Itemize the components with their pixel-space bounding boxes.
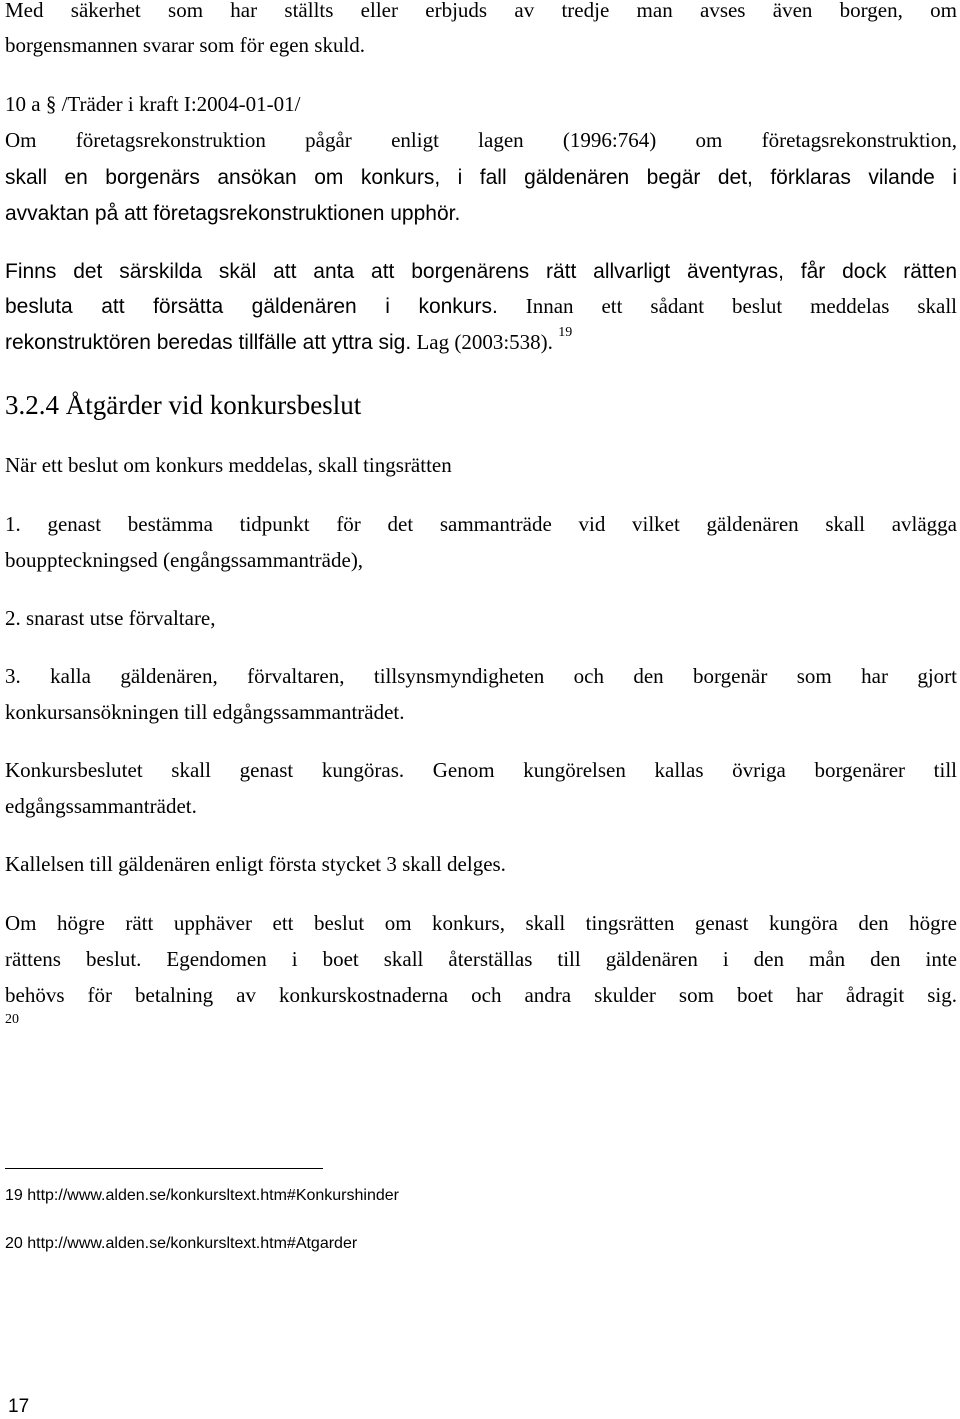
footnote-separator <box>5 1168 323 1169</box>
paragraph-line: skall en borgenärs ansökan om konkurs, i fall gäldenären begär det, förklaras vilande i <box>5 166 957 189</box>
list-item-line: bouppteckningsed (engångssammanträde), <box>5 548 364 572</box>
paragraph-line: 10 a § /Träder i kraft I:2004-01-01/ <box>5 92 301 116</box>
list-item-line: 2. snarast utse förvaltare, <box>5 606 216 630</box>
paragraph-line: edgångssammanträdet. <box>5 794 197 818</box>
paragraph-line: rättens beslut. Egendomen i boet skall återställas till gäldenären i den mån den inte <box>5 947 957 971</box>
paragraph-line <box>5 289 957 324</box>
paragraph-line: Om företagsrekonstruktion pågår enligt lagen (1996:764) om företagsrekonstruktion, <box>5 128 957 152</box>
paragraph-line: borgensmannen svarar som för egen skuld. <box>5 33 366 57</box>
paragraph-line: Kallelsen till gäldenären enligt första stycket 3 skall delges. <box>5 852 506 876</box>
list-item-line: 3. kalla gäldenären, förvaltaren, tillsynsmyndigheten och den borgenär som har gjort <box>5 664 957 688</box>
footnote: 20 http://www.alden.se/konkursltext.htm#Atgarder <box>5 1235 358 1252</box>
paragraph-line <box>5 325 957 360</box>
paragraph-line: avvaktan på att företagsrekonstruktionen upphör. <box>5 202 461 225</box>
list-item-line: konkursansökningen till edgångssammanträdet. <box>5 700 405 724</box>
paragraph-line: Om högre rätt upphäver ett beslut om konkurs, skall tingsrätten genast kungöra den högre <box>5 911 957 935</box>
paragraph-segment: Innan ett sådant beslut meddelas skall <box>497 294 957 318</box>
paragraph-line: Konkursbeslutet skall genast kungöras. Genom kungörelsen kallas övriga borgenärer till <box>5 758 957 782</box>
paragraph-line: behövs för betalning av konkurskostnaderna och andra skulder som boet har ådragit sig. <box>5 983 957 1007</box>
footnote-reference: 19 <box>558 325 573 340</box>
paragraph-segment: Lag (2003:538). <box>411 330 553 354</box>
footnote-reference: 20 <box>5 1012 19 1027</box>
paragraph-segment: rekonstruktören beredas tillfälle att yttra sig. <box>5 331 412 354</box>
paragraph-segment: besluta att försätta gäldenären i konkurs. <box>5 295 498 318</box>
footnote: 19 http://www.alden.se/konkursltext.htm#Konkurshinder <box>5 1187 399 1204</box>
paragraph-line: Med säkerhet som har ställts eller erbjuds av tredje man avses även borgen, om <box>5 0 957 22</box>
list-item-line: 1. genast bestämma tidpunkt för det sammanträde vid vilket gäldenären skall avlägga <box>5 512 957 536</box>
section-heading: 3.2.4 Åtgärder vid konkursbeslut <box>5 390 362 420</box>
page-number: 17 <box>8 1396 30 1417</box>
paragraph-line: När ett beslut om konkurs meddelas, skall tingsrätten <box>5 453 452 477</box>
paragraph-line: Finns det särskilda skäl att anta att borgenärens rätt allvarligt äventyras, får dock rätten <box>5 260 957 283</box>
